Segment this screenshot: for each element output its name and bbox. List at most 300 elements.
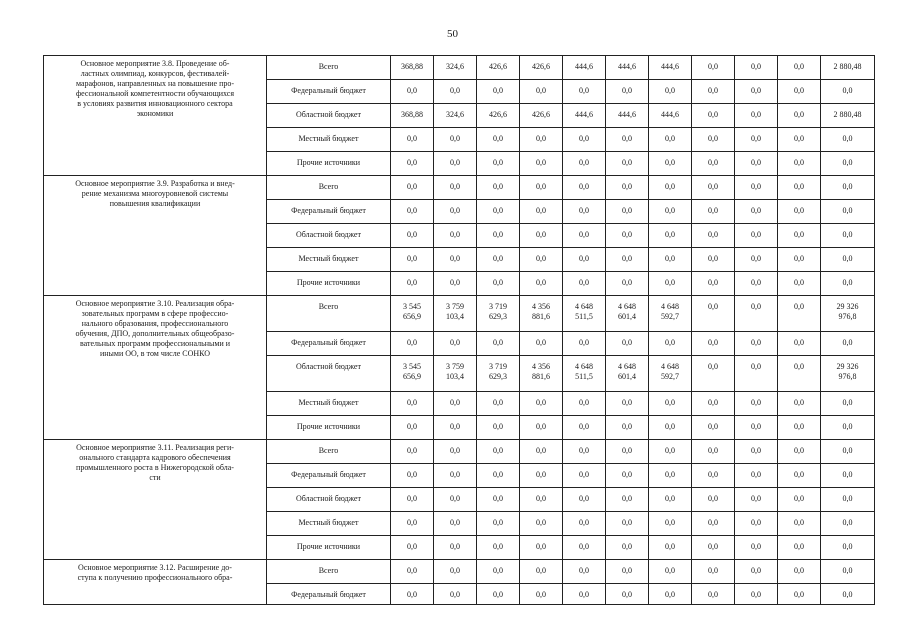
value-text: 0,0 [708, 278, 718, 287]
value-cell [520, 296, 563, 332]
value-text: 0,0 [708, 62, 718, 71]
value-cell [520, 488, 563, 512]
value-cell [520, 440, 563, 464]
value-text: 4 648 592,7 [661, 362, 679, 381]
value-cell [649, 56, 692, 80]
value-text: 0,0 [751, 86, 761, 95]
value-cell [735, 512, 778, 536]
value-text: 0,0 [493, 338, 503, 347]
value-text: 0,0 [665, 446, 675, 455]
value-text: 0,0 [493, 182, 503, 191]
value-cell [649, 248, 692, 272]
value-text: 0,0 [450, 86, 460, 95]
value-text: 444,6 [618, 62, 636, 71]
value-cell [778, 176, 821, 200]
value-text: 0,0 [708, 230, 718, 239]
value-text: 3 545 656,9 [403, 362, 421, 381]
value-cell [434, 128, 477, 152]
value-cell [692, 56, 735, 80]
value-text: 0,0 [842, 422, 853, 431]
value-text: 0,0 [450, 182, 460, 191]
value-text: 426,6 [489, 62, 507, 71]
value-cell [735, 488, 778, 512]
value-cell [778, 512, 821, 536]
value-text: 0,0 [579, 518, 589, 527]
value-cell [520, 392, 563, 416]
value-cell [391, 104, 434, 128]
value-text: 0,0 [450, 518, 460, 527]
value-text: 0,0 [622, 470, 632, 479]
value-cell [520, 584, 563, 605]
value-text: 0,0 [536, 206, 546, 215]
value-text: 0,0 [622, 566, 632, 575]
value-text: 0,0 [708, 518, 718, 527]
value-text: 0,0 [407, 446, 417, 455]
value-text: 0,0 [751, 590, 761, 599]
value-cell [692, 224, 735, 248]
value-cell [606, 176, 649, 200]
activity-title: Основное мероприятие 3.12. Расширение до- ступа к получению профессионального обра- [77, 563, 233, 582]
value-cell [563, 104, 606, 128]
value-text: 0,0 [794, 590, 804, 599]
value-text: 0,0 [579, 542, 589, 551]
value-cell [649, 224, 692, 248]
value-text: 0,0 [751, 422, 761, 431]
value-cell [649, 536, 692, 560]
value-cell [520, 104, 563, 128]
value-text: 0,0 [708, 470, 718, 479]
activity-description [44, 560, 267, 605]
value-cell [735, 272, 778, 296]
value-cell [778, 560, 821, 584]
value-text: 0,0 [842, 518, 853, 527]
value-text: 0,0 [450, 494, 460, 503]
funding-source: Прочие источники [267, 416, 391, 440]
value-cell [520, 536, 563, 560]
value-cell [649, 392, 692, 416]
value-cell [692, 272, 735, 296]
value-cell [391, 80, 434, 104]
value-cell [778, 224, 821, 248]
funding-source: Прочие источники [267, 272, 391, 296]
value-text: 0,0 [751, 566, 761, 575]
value-text: 0,0 [493, 278, 503, 287]
value-text: 0,0 [493, 566, 503, 575]
value-text: 0,0 [708, 206, 718, 215]
value-text: 0,0 [665, 278, 675, 287]
value-cell [477, 392, 520, 416]
table-row [44, 560, 875, 584]
value-cell [563, 56, 606, 80]
value-text: 0,0 [493, 470, 503, 479]
value-cell [735, 392, 778, 416]
value-cell [391, 536, 434, 560]
table-row [44, 56, 875, 80]
value-cell [391, 332, 434, 356]
value-text: 0,0 [579, 398, 589, 407]
value-text: 2 880,48 [833, 62, 862, 71]
value-text: 0,0 [536, 542, 546, 551]
total-cell [821, 392, 875, 416]
value-text: 0,0 [708, 338, 718, 347]
funding-source: Федеральный бюджет [267, 80, 391, 104]
value-text: 0,0 [794, 470, 804, 479]
value-text: 0,0 [407, 230, 417, 239]
value-text: 0,0 [579, 230, 589, 239]
value-text: 0,0 [493, 134, 503, 143]
value-text: 0,0 [794, 86, 804, 95]
value-cell [434, 536, 477, 560]
value-text: 0,0 [493, 422, 503, 431]
value-cell [434, 332, 477, 356]
value-cell [606, 560, 649, 584]
value-cell [477, 332, 520, 356]
value-text: 0,0 [665, 590, 675, 599]
value-text: 0,0 [665, 254, 675, 263]
value-cell [692, 464, 735, 488]
value-cell [735, 440, 778, 464]
value-text: 0,0 [842, 566, 853, 575]
value-cell [649, 356, 692, 392]
value-text: 0,0 [536, 230, 546, 239]
value-cell [391, 224, 434, 248]
value-cell [563, 440, 606, 464]
value-cell [778, 80, 821, 104]
value-text: 0,0 [751, 362, 761, 371]
total-cell [821, 80, 875, 104]
value-text: 0,0 [622, 182, 632, 191]
value-text: 0,0 [842, 158, 853, 167]
value-text: 0,0 [450, 158, 460, 167]
value-text: 0,0 [622, 542, 632, 551]
value-text: 4 648 601,4 [618, 302, 636, 321]
value-text: 0,0 [536, 134, 546, 143]
value-cell [649, 512, 692, 536]
value-cell [563, 560, 606, 584]
value-cell [391, 392, 434, 416]
value-text: 0,0 [842, 338, 853, 347]
value-cell [434, 56, 477, 80]
value-text: 3 545 656,9 [403, 302, 421, 321]
value-text: 0,0 [751, 254, 761, 263]
value-text: 0,0 [751, 302, 761, 311]
value-text: 0,0 [493, 254, 503, 263]
value-text: 0,0 [708, 494, 718, 503]
value-cell [391, 248, 434, 272]
value-cell [649, 416, 692, 440]
value-cell [778, 200, 821, 224]
value-text: 0,0 [407, 566, 417, 575]
value-cell [520, 80, 563, 104]
value-cell [735, 332, 778, 356]
value-cell [735, 224, 778, 248]
value-cell [391, 512, 434, 536]
value-cell [735, 296, 778, 332]
funding-source: Местный бюджет [267, 128, 391, 152]
value-text: 0,0 [493, 542, 503, 551]
value-text: 29 326 976,8 [836, 362, 859, 381]
funding-source: Областной бюджет [267, 356, 391, 392]
value-cell [649, 488, 692, 512]
value-text: 0,0 [708, 158, 718, 167]
value-text: 0,0 [794, 134, 804, 143]
value-cell [434, 224, 477, 248]
value-cell [778, 464, 821, 488]
value-cell [606, 536, 649, 560]
value-cell [520, 272, 563, 296]
value-text: 0,0 [842, 182, 853, 191]
value-text: 0,0 [450, 566, 460, 575]
value-text: 0,0 [450, 254, 460, 263]
total-cell [821, 488, 875, 512]
value-cell [778, 488, 821, 512]
total-cell [821, 224, 875, 248]
value-text: 0,0 [751, 110, 761, 119]
value-cell [606, 512, 649, 536]
value-text: 0,0 [579, 566, 589, 575]
value-text: 0,0 [493, 590, 503, 599]
value-cell [606, 392, 649, 416]
total-cell [821, 440, 875, 464]
value-text: 0,0 [450, 422, 460, 431]
value-text: 0,0 [708, 422, 718, 431]
value-text: 0,0 [794, 494, 804, 503]
value-cell [563, 224, 606, 248]
value-cell [477, 356, 520, 392]
value-text: 4 648 511,5 [575, 362, 593, 381]
value-text: 0,0 [536, 254, 546, 263]
value-cell [477, 56, 520, 80]
value-text: 3 759 103,4 [446, 302, 464, 321]
activity-description [44, 56, 267, 176]
value-text: 0,0 [622, 590, 632, 599]
funding-source: Местный бюджет [267, 512, 391, 536]
value-text: 0,0 [536, 398, 546, 407]
value-cell [434, 104, 477, 128]
value-text: 4 356 881,6 [532, 302, 550, 321]
value-text: 0,0 [794, 110, 804, 119]
value-cell [735, 152, 778, 176]
value-text: 4 648 511,5 [575, 302, 593, 321]
value-cell [606, 152, 649, 176]
value-cell [649, 80, 692, 104]
value-text: 0,0 [708, 590, 718, 599]
value-cell [692, 416, 735, 440]
value-cell [778, 416, 821, 440]
value-cell [477, 272, 520, 296]
value-cell [391, 488, 434, 512]
value-cell [520, 464, 563, 488]
value-cell [563, 152, 606, 176]
value-text: 0,0 [842, 446, 853, 455]
value-text: 0,0 [450, 134, 460, 143]
funding-source: Всего [267, 440, 391, 464]
value-text: 0,0 [751, 398, 761, 407]
value-cell [649, 152, 692, 176]
value-text: 0,0 [794, 206, 804, 215]
value-text: 0,0 [665, 158, 675, 167]
value-cell [434, 296, 477, 332]
total-cell [821, 200, 875, 224]
value-text: 0,0 [665, 566, 675, 575]
value-cell [563, 536, 606, 560]
value-cell [778, 152, 821, 176]
value-text: 0,0 [450, 338, 460, 347]
value-text: 0,0 [579, 158, 589, 167]
value-text: 0,0 [842, 470, 853, 479]
value-text: 0,0 [407, 206, 417, 215]
value-text: 0,0 [794, 518, 804, 527]
value-text: 0,0 [450, 542, 460, 551]
value-cell [563, 464, 606, 488]
value-cell [778, 248, 821, 272]
value-cell [692, 128, 735, 152]
value-cell [477, 584, 520, 605]
value-text: 0,0 [665, 182, 675, 191]
value-text: 0,0 [708, 254, 718, 263]
value-cell [391, 416, 434, 440]
value-cell [606, 464, 649, 488]
activity-description [44, 440, 267, 560]
value-text: 0,0 [665, 230, 675, 239]
value-text: 2 880,48 [833, 110, 862, 119]
value-text: 0,0 [708, 542, 718, 551]
funding-source: Местный бюджет [267, 392, 391, 416]
value-text: 0,0 [794, 398, 804, 407]
value-text: 0,0 [536, 518, 546, 527]
value-text: 0,0 [665, 398, 675, 407]
value-cell [692, 536, 735, 560]
value-cell [606, 356, 649, 392]
total-cell [821, 248, 875, 272]
value-text: 0,0 [751, 62, 761, 71]
value-cell [434, 560, 477, 584]
value-cell [391, 200, 434, 224]
value-text: 0,0 [622, 398, 632, 407]
value-cell [434, 272, 477, 296]
value-text: 0,0 [794, 254, 804, 263]
value-cell [649, 440, 692, 464]
total-cell [821, 128, 875, 152]
value-cell [520, 56, 563, 80]
value-text: 0,0 [450, 398, 460, 407]
value-text: 0,0 [450, 278, 460, 287]
value-cell [434, 464, 477, 488]
value-cell [778, 392, 821, 416]
value-cell [434, 440, 477, 464]
total-cell [821, 584, 875, 605]
value-text: 0,0 [665, 518, 675, 527]
value-text: 0,0 [536, 158, 546, 167]
value-text: 0,0 [579, 446, 589, 455]
value-text: 0,0 [493, 398, 503, 407]
value-text: 0,0 [751, 278, 761, 287]
value-text: 0,0 [407, 254, 417, 263]
budget-table [43, 55, 875, 605]
value-cell [778, 584, 821, 605]
value-cell [692, 440, 735, 464]
value-cell [692, 488, 735, 512]
value-text: 0,0 [665, 206, 675, 215]
value-text: 426,6 [489, 110, 507, 119]
value-cell [735, 104, 778, 128]
funding-source: Прочие источники [267, 152, 391, 176]
funding-source: Федеральный бюджет [267, 584, 391, 605]
value-cell [649, 296, 692, 332]
value-cell [692, 152, 735, 176]
value-text: 0,0 [622, 278, 632, 287]
value-text: 0,0 [407, 518, 417, 527]
value-cell [563, 272, 606, 296]
value-text: 0,0 [407, 182, 417, 191]
value-cell [520, 512, 563, 536]
value-text: 3 719 629,3 [489, 302, 507, 321]
value-cell [778, 128, 821, 152]
value-cell [434, 392, 477, 416]
value-cell [649, 464, 692, 488]
value-cell [563, 248, 606, 272]
value-text: 0,0 [708, 446, 718, 455]
value-text: 0,0 [842, 494, 853, 503]
value-text: 0,0 [708, 182, 718, 191]
funding-source: Федеральный бюджет [267, 200, 391, 224]
value-text: 0,0 [794, 338, 804, 347]
value-cell [606, 296, 649, 332]
value-cell [520, 560, 563, 584]
value-text: 0,0 [665, 134, 675, 143]
value-text: 0,0 [493, 518, 503, 527]
value-text: 0,0 [622, 446, 632, 455]
value-text: 3 719 629,3 [489, 362, 507, 381]
value-cell [434, 248, 477, 272]
total-cell [821, 272, 875, 296]
value-cell [434, 152, 477, 176]
value-cell [563, 512, 606, 536]
value-cell [520, 416, 563, 440]
total-cell [821, 176, 875, 200]
value-text: 0,0 [407, 398, 417, 407]
value-cell [434, 512, 477, 536]
value-text: 4 648 592,7 [661, 302, 679, 321]
value-text: 0,0 [579, 494, 589, 503]
value-text: 0,0 [579, 338, 589, 347]
value-cell [477, 296, 520, 332]
value-cell [434, 488, 477, 512]
value-text: 0,0 [751, 158, 761, 167]
value-text: 0,0 [622, 86, 632, 95]
value-text: 0,0 [407, 470, 417, 479]
value-text: 0,0 [579, 590, 589, 599]
value-text: 0,0 [493, 158, 503, 167]
value-cell [477, 80, 520, 104]
value-cell [477, 416, 520, 440]
value-cell [563, 488, 606, 512]
value-cell [778, 536, 821, 560]
value-cell [563, 176, 606, 200]
value-cell [692, 332, 735, 356]
value-text: 0,0 [450, 470, 460, 479]
value-text: 0,0 [842, 206, 853, 215]
value-text: 0,0 [708, 134, 718, 143]
value-text: 0,0 [536, 566, 546, 575]
value-cell [692, 356, 735, 392]
value-cell [692, 104, 735, 128]
value-text: 0,0 [708, 566, 718, 575]
value-cell [606, 248, 649, 272]
value-text: 0,0 [622, 230, 632, 239]
value-text: 0,0 [794, 362, 804, 371]
value-text: 0,0 [536, 86, 546, 95]
